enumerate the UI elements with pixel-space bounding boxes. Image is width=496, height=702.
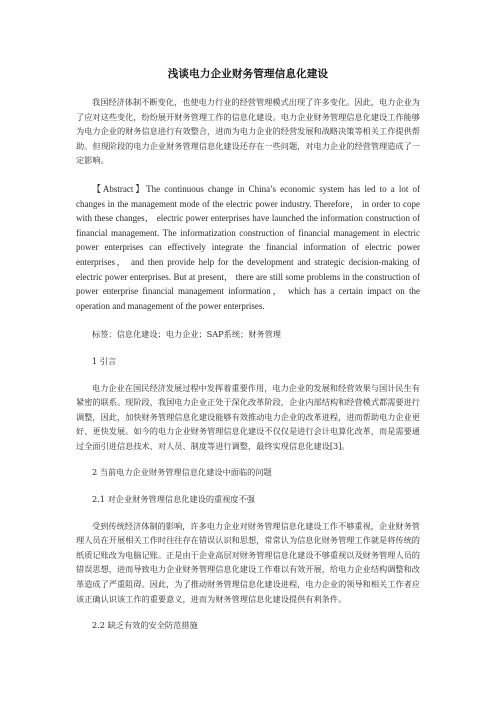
- spacer: [76, 342, 420, 354]
- chinese-abstract: 我国经济体制不断变化，也使电力行业的经营管理模式出现了许多变化。因此，电力企业为了应对这些变化，纷纷展开财务管理工作的信息化建设。电力企业财务管理信息化建设工作能够为电力企业的财务信息进行有效整合，进而为电力企业的经营发展和战略决策等相关工作提供帮助。但现阶段的电力企业财务管理信息化建设还存在一些问题，对电力企业的经营管理造成了一定影响。: [76, 97, 420, 166]
- section-2-1-heading: 2.1 对企业财务管理信息化建设的重视度不强: [92, 494, 255, 505]
- keywords: 标签：信息化建设；电力企业；SAP系统；财务管理: [92, 329, 281, 340]
- spacer: [76, 480, 420, 492]
- spacer: [76, 453, 420, 465]
- document-body: [76, 66, 420, 633]
- spacer: [76, 369, 420, 381]
- spacer: [76, 313, 420, 327]
- spacer: [76, 168, 420, 182]
- section-1-heading: 1 引言: [92, 355, 117, 366]
- document-title: 浅谈电力企业财务管理信息化建设: [167, 68, 329, 80]
- section-2-1-paragraph: 受到传统经济体制的影响，许多电力企业对财务管理信息化建设工作不够重视，企业财务管理人员在开展相关工作时往往存在错误认识和思想，常常认为信息化财务管理工作就是将传统的纸质记账改为电脑记账。正是由于企业高层对财务管理信息化建设不够重视以及财务管理人员的错误思想，进而导致电力企业财务管理信息化建设工作难以有效开展，给电力企业结构调整和改革造成了严重阻碍。因此，为了推动财务管理信息化建设进程，电力企业的领导和相关工作者应该正确认识该工作的重要意义，进而为财务管理信息化建设提供有利条件。: [76, 520, 420, 604]
- english-abstract: 【Abstract】The continuous change in China’s economic system has led to a lot of changes in the management mode of the electric power industry. Therefore， in order to cope with these changes， electric power enterprises have launched the information construction of financial management. The informatization construction of financial management in electric power enterprises can effectively integrate the financial information of electric power enterprises， and then provide help for the development and strategic decision-making of electric power enterprises. But at present， there are still some problems in the construction of power enterprise financial management information， which has a certain impact on the operation and management of the power enterprises.: [76, 183, 420, 311]
- spacer: [76, 606, 420, 618]
- section-2-2-heading: 2.2 缺乏有效的安全防范措施: [92, 620, 198, 631]
- section-2-heading: 2 当前电力企业财务管理信息化建设中面临的问题: [92, 467, 272, 478]
- spacer: [76, 507, 420, 519]
- section-1-paragraph: 电力企业在国民经济发展过程中发挥着重要作用，电力企业的发展和经营效果与国计民生有紧密的联系。现阶段，我国电力企业正处于深化改革阶段，企业内部结构和经营模式都需要进行调整，因此，加快财务管理信息化建设能够有效推动电力企业的改革进程，进而帮助电力企业更好、更快发展。如今的电力企业财务管理信息化建设不仅仅是进行会计电算化改革，而是需要通过全面引进信息技术、对人员、制度等进行调整，最终实现信息化建设[3]。: [76, 382, 420, 451]
